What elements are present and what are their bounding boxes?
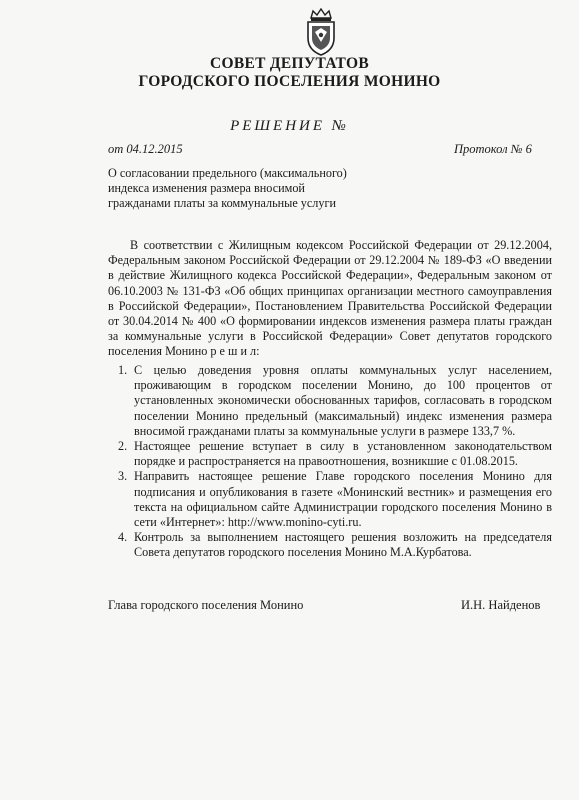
list-item <box>106 530 552 560</box>
protocol-number: Протокол № 6 <box>454 142 532 156</box>
list-item <box>106 469 552 530</box>
item-text: Направить настоящее решение Главе городского поселения Монино для подписания и опубликования в газете «Монинский вестник» и размещения его текста на официальном сайте Администрации городского поселения Монино в сети «Интернет»: http://www.monino-cyti.ru. <box>134 469 552 530</box>
signatory-position: Глава городского поселения Монино <box>108 598 304 612</box>
preamble-paragraph: В соответствии с Жилищным кодексом Российской Федерации от 29.12.2004, Федеральным законом Российской Федерации от 29.12.2004 № 189-ФЗ «О введении в действие Жилищного кодекса Российской Федерации», Федеральным законом от 06.10.2003 № 131-ФЗ «Об общих принципах организации местного самоуправления в Российской Федерации», Постановлением Правительства Российской Федерации от 30.04.2014 № 400 «О формировании индексов изменения размера платы граждан за коммунальные услуги в Российской Федерации» Совет депутатов городского поселения Монино р е ш и л: <box>108 238 552 359</box>
signatory-name: И.Н. Найденов <box>461 598 541 612</box>
coat-of-arms-icon <box>303 8 339 56</box>
list-item <box>106 363 552 439</box>
item-number: 2. <box>118 439 128 454</box>
council-name-line2: ГОРОДСКОГО ПОСЕЛЕНИЯ МОНИНО <box>138 73 441 90</box>
item-text: С целью доведения уровня оплаты коммунальных услуг населением, проживающим в городском поселении Монино, до 100 процентов от установленных экономически обоснованных тарифов, согласовать в городском поселении Монино предельный (максимальный) индекс изменения размера вносимой гражданами платы за коммунальные услуги в размере 133,7 %. <box>134 363 552 438</box>
item-text: Контроль за выполнением настоящего решения возложить на председателя Совета депутатов городского поселения Монино М.А.Курбатова. <box>134 530 552 560</box>
decision-items-list <box>106 363 552 561</box>
list-item <box>106 439 552 469</box>
item-number: 1. <box>118 363 128 377</box>
item-number: 3. <box>118 469 128 484</box>
council-name-line1: СОВЕТ ДЕПУТАТОВ <box>209 55 369 72</box>
decision-date: от 04.12.2015 <box>108 142 183 156</box>
decision-title: РЕШЕНИЕ № <box>230 118 349 134</box>
decision-subject: О согласовании предельного (максимального) индекса изменения размера вносимой гражданами платы за коммунальные услуги <box>108 166 347 210</box>
item-text: Настоящее решение вступает в силу в установленном законодательством порядке и распространяется на правоотношения, возникшие с 01.08.2015. <box>134 439 552 469</box>
item-number: 4. <box>118 530 128 545</box>
